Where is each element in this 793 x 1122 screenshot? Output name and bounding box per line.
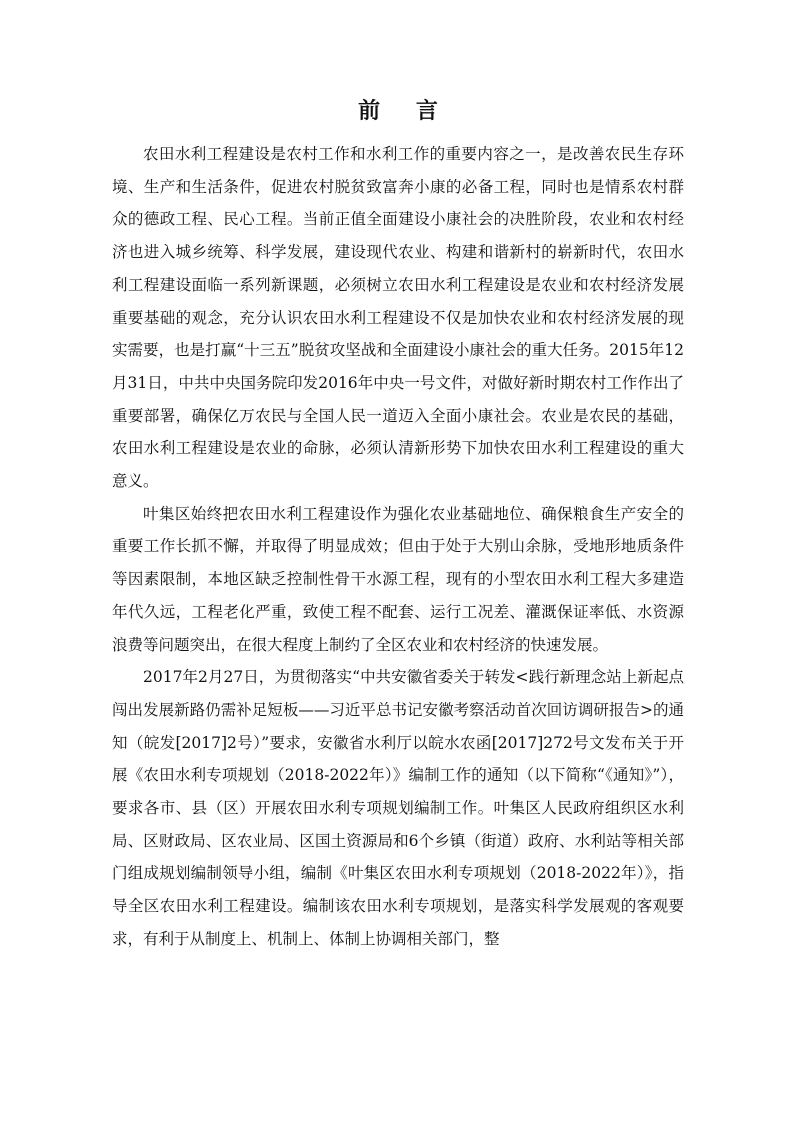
paragraph-2: 叶集区始终把农田水利工程建设作为强化农业基础地位、确保粮食生产安全的重要工作长抓不懈，并取得了明显成效；但由于处于大别山余脉，受地形地质条件等因素限制，本地区缺乏控制性骨干水源工程，现有的小型农田水利工程大多建造年代久远，工程老化严重，致使工程不配套、运行工况差、灌溉保证率低、水资源浪费等问题突出，在很大程度上制约了全区农业和农村经济的快速发展。 (112, 504, 684, 654)
document-page (112, 96, 684, 1096)
paragraph-3: 2017年2月27日，为贯彻落实“中共安徽省委关于转发<践行新理念站上新起点闯出发展新路仍需补足短板——习近平总书记安徽考察活动首次回访调研报告>的通知（皖发[2017]2号）”要求，安徽省水利厅以皖水农函[2017]272号文发布关于开展《农田水利专项规划（2018-2022年）》编制工作的通知（以下简称“《通知》”），要求各市、县（区）开展农田水利专项规划编制工作。叶集区人民政府组织区水利局、区财政局、区农业局、区国土资源局和6个乡镇（街道）政府、水利站等相关部门组成规划编制领导小组，编制《叶集区农田水利专项规划（2018-2022年）》，指导全区农田水利工程建设。编制该农田水利专项规划，是落实科学发展观的客观要求，有利于从制度上、机制上、体制上协调相关部门，整 (112, 668, 684, 948)
page-title: 前 言 (358, 98, 452, 124)
paragraph-1: 农田水利工程建设是农村工作和水利工作的重要内容之一，是改善农民生存环境、生产和生活条件，促进农村脱贫致富奔小康的必备工程，同时也是情系农村群众的德政工程、民心工程。当前正值全面建设小康社会的决胜阶段，农业和农村经济也进入城乡统筹、科学发展，建设现代农业、构建和谐新村的崭新时代，农田水利工程建设面临一系列新课题，必须树立农田水利工程建设是农业和农村经济发展重要基础的观念，充分认识农田水利工程建设不仅是加快农业和农村经济发展的现实需要，也是打赢“十三五”脱贫攻坚战和全面建设小康社会的重大任务。2015年12月31日，中共中央国务院印发2016年中央一号文件，对做好新时期农村工作作出了重要部署，确保亿万农民与全国人民一道迈入全面小康社会。农业是农民的基础，农田水利工程建设是农业的命脉，必须认清新形势下加快农田水利工程建设的重大意义。 (112, 145, 684, 491)
